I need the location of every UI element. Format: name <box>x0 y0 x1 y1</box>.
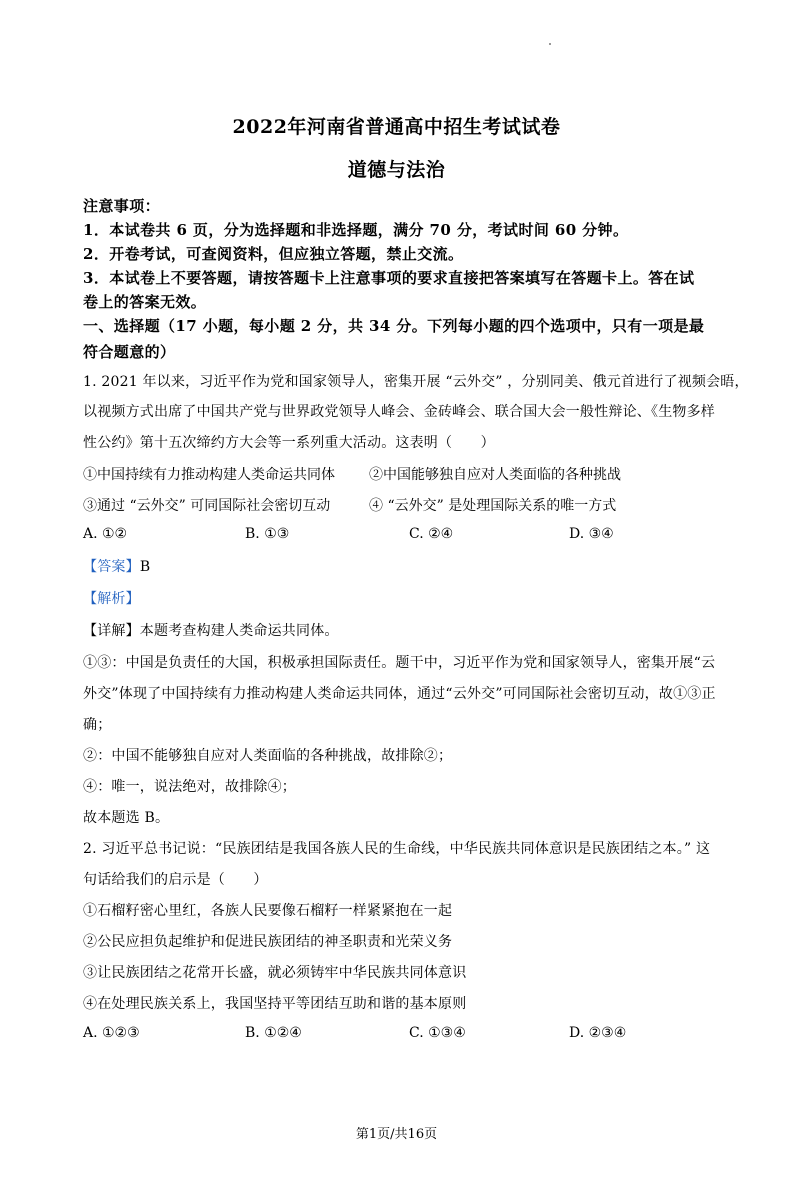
q1-stem: 性公约》第十五次缔约方大会等一系列重大活动。这表明（ ） <box>83 435 495 451</box>
q1-option-b: B. ①③ <box>245 526 290 542</box>
analysis-tag: 【解析】 <box>83 591 140 607</box>
q1-option-c: C. ②④ <box>409 526 454 542</box>
q1-statement: ①中国持续有力推动构建人类命运共同体 <box>83 467 335 483</box>
analysis-line: 确； <box>83 717 112 733</box>
note-item: 1．本试卷共 6 页，分为选择题和非选择题，满分 70 分，考试时间 60 分钟。 <box>83 221 629 239</box>
answer-tag: 【答案】 <box>83 559 140 575</box>
analysis-line: ④：唯一，说法绝对，故排除④； <box>83 779 296 795</box>
q2-statement: ①石榴籽密心里红，各族人民要像石榴籽一样紧紧抱在一起 <box>83 903 453 919</box>
note-item: 3．本试卷上不要答题，请按答题卡上注意事项的要求直接把答案填写在答题卡上。答在试 <box>83 269 695 287</box>
section-heading-cont: 符合题意的） <box>83 343 176 361</box>
note-item: 卷上的答案无效。 <box>83 293 207 311</box>
q1-stem: 以视频方式出席了中国共产党与世界政党领导人峰会、金砖峰会、联合国大会一般性辩论、《生物多样 <box>83 404 715 420</box>
q2-statement: ③让民族团结之花常开长盛，就必须铸牢中华民族共同体意识 <box>83 965 467 981</box>
q2-stem: 2. 习近平总书记说：“民族团结是我国各族人民的生命线，中华民族共同体意识是民族团结之本。” 这 <box>83 841 711 857</box>
q1-option-d: D. ③④ <box>569 526 614 542</box>
q2-option-c: C. ①③④ <box>409 1025 466 1041</box>
analysis-line: 故本题选 B。 <box>83 810 170 826</box>
q1-statement: ③通过 “云外交” 可同国际社会密切互动 <box>83 498 331 514</box>
answer-value: B <box>139 559 151 575</box>
analysis-line: ②：中国不能够独自应对人类面临的各种挑战，故排除②； <box>83 748 453 764</box>
q1-statement: ④ “云外交” 是处理国际关系的唯一方式 <box>369 498 617 514</box>
q2-stem: 句话给我们的启示是（ ） <box>83 872 268 888</box>
q2-option-b: B. ①②④ <box>245 1025 302 1041</box>
page-number: 第1页/共16页 <box>355 1127 438 1142</box>
exam-title: 2022年河南省普通高中招生考试试卷 <box>232 116 561 138</box>
section-heading: 一、选择题（17 小题，每小题 2 分，共 34 分。下列每小题的四个选项中，只有一项是最 <box>83 317 705 335</box>
q1-statement: ②中国能够独自应对人类面临的各种挑战 <box>369 467 621 483</box>
subject-title: 道德与法治 <box>347 159 446 181</box>
notes-heading: 注意事项： <box>83 197 161 215</box>
note-item: 2．开卷考试，可查阅资料，但应独立答题，禁止交流。 <box>83 245 464 263</box>
q1-answer-line <box>83 557 150 577</box>
analysis-line: 外交”体现了中国持续有力推动构建人类命运共同体，通过“云外交”可同国际社会密切互动，故①③正 <box>83 686 716 702</box>
q2-statement: ②公民应担负起维护和促进民族团结的神圣职责和光荣义务 <box>83 934 453 950</box>
analysis-line: ①③：中国是负责任的大国，积极承担国际责任。题干中，习近平作为党和国家领导人，密集开展“云 <box>83 655 716 671</box>
q2-option-a: A. ①②③ <box>83 1025 140 1041</box>
analysis-line: 【详解】本题考查构建人类命运共同体。 <box>83 623 339 639</box>
q1-stem: 1. 2021 年以来，习近平作为党和国家领导人，密集开展 “云外交” ，分别同美、俄元首进行了视频会晤， <box>83 374 749 390</box>
q2-option-d: D. ②③④ <box>569 1025 627 1041</box>
q2-statement: ④在处理民族关系上，我国坚持平等团结互助和谐的基本原则 <box>83 996 467 1012</box>
q1-option-a: A. ①② <box>83 526 128 542</box>
scan-dot <box>549 43 551 45</box>
